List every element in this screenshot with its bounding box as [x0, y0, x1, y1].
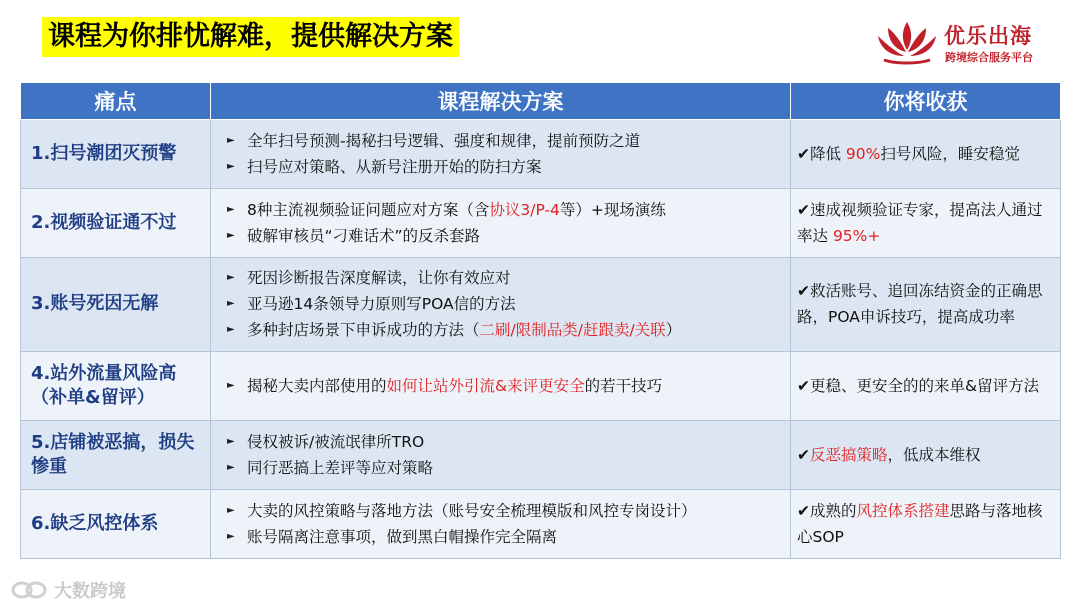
solution-text: 揭秘大卖内部使用的: [247, 376, 387, 395]
solution-item: [225, 429, 784, 455]
solution-list: [225, 197, 784, 249]
gain-text: ✔救活账号、追回冻结资金的正确思路，POA申诉技巧，提高成功率: [797, 282, 1043, 327]
triangle-bullet-icon: ►: [227, 324, 235, 336]
table-row: [21, 489, 1061, 558]
solution-list: [225, 265, 784, 343]
solution-text: 等）+现场演练: [559, 201, 666, 220]
table-row: [21, 120, 1061, 189]
solution-text: 同行恶搞上差评等应对策略: [247, 458, 434, 477]
gain-text: ✔速成视频验证专家，提高法人通过率达: [797, 201, 1043, 246]
gain-cell: [791, 351, 1061, 420]
highlight-text: 如何让站外引流&来评更安全: [386, 376, 585, 395]
pain-point-cell: 3.账号死因无解: [21, 258, 211, 351]
pain-point-cell: 6.缺乏风控体系: [21, 489, 211, 558]
solution-item: [225, 128, 784, 154]
highlight-text: 95%+: [832, 227, 881, 246]
highlight-text: 协议3/P-4: [489, 201, 560, 220]
triangle-bullet-icon: ►: [227, 461, 235, 473]
gain-text: ✔降低: [797, 145, 846, 164]
solution-list: [225, 128, 784, 180]
logo-name: 优乐出海: [944, 24, 1032, 48]
triangle-bullet-icon: ►: [227, 230, 235, 242]
triangle-bullet-icon: ►: [227, 379, 235, 391]
triangle-bullet-icon: ►: [227, 298, 235, 310]
logo-subtitle: 跨境综合服务平台: [945, 51, 1033, 64]
triangle-bullet-icon: ►: [227, 530, 235, 542]
solution-text: 扫号应对策略、从新号注册开始的防扫方案: [247, 158, 542, 177]
gain-cell: [791, 420, 1061, 489]
solution-item: [225, 265, 784, 291]
watermark-text: 大数跨境: [54, 581, 126, 602]
gain-cell: [791, 189, 1061, 258]
solution-text: 的若干技巧: [584, 376, 663, 395]
solution-list: [225, 429, 784, 481]
table-row: [21, 351, 1061, 420]
gain-cell: [791, 489, 1061, 558]
solution-cell: [211, 120, 791, 189]
highlight-text: 90%: [845, 145, 881, 164]
gain-text: ✔: [797, 445, 810, 464]
solution-text: 死因诊断报告深度解读，让你有效应对: [247, 269, 511, 288]
gain-cell: [791, 120, 1061, 189]
solution-cell: [211, 351, 791, 420]
solution-item: [225, 154, 784, 180]
gain-cell: [791, 258, 1061, 351]
brand-logo: [876, 16, 1066, 72]
solution-item: [225, 317, 784, 343]
solution-text: 全年扫号预测-揭秘扫号逻辑、强度和规律，提前预防之道: [247, 132, 641, 151]
triangle-bullet-icon: ►: [227, 161, 235, 173]
solution-text: 亚马逊14条领导力原则写POA信的方法: [247, 295, 516, 314]
page-title: 课程为你排忧解难，提供解决方案: [42, 17, 459, 57]
header-gain: 你将收获: [791, 83, 1061, 120]
solution-item: [225, 373, 784, 399]
solution-item: [225, 223, 784, 249]
table-row: [21, 189, 1061, 258]
watermark: [10, 575, 150, 603]
highlight-text: 二刷/限制品类/赶跟卖/关联: [479, 321, 666, 340]
solution-text: ）: [665, 321, 682, 340]
pain-point-cell: 1.扫号潮团灭预警: [21, 120, 211, 189]
gain-text: 扫号风险，睡安稳觉: [880, 145, 1020, 164]
triangle-bullet-icon: ►: [227, 435, 235, 447]
solution-item: [225, 455, 784, 481]
solutions-table: [20, 82, 1061, 559]
solution-text: 账号隔离注意事项，做到黑白帽操作完全隔离: [247, 527, 558, 546]
table-row: [21, 420, 1061, 489]
solution-list: [225, 373, 784, 399]
solution-text: 破解审核员“刁难话术”的反杀套路: [247, 227, 481, 246]
solution-text: 8种主流视频验证问题应对方案（含: [247, 201, 490, 220]
pain-point-cell: 2.视频验证通不过: [21, 189, 211, 258]
triangle-bullet-icon: ►: [227, 204, 235, 216]
solution-item: [225, 498, 784, 524]
pain-point-cell: 5.店铺被恶搞，损失惨重: [21, 420, 211, 489]
header-pain: 痛点: [21, 83, 211, 120]
gain-text: ✔更稳、更安全的的来单&留评方法: [797, 376, 1040, 395]
solution-item: [225, 524, 784, 550]
solution-cell: [211, 489, 791, 558]
solution-item: [225, 291, 784, 317]
solution-item: [225, 197, 784, 223]
triangle-bullet-icon: ►: [227, 272, 235, 284]
gain-text: 思路与落地核心SOP: [797, 501, 1043, 546]
gain-text: ，低成本维权: [887, 445, 981, 464]
triangle-bullet-icon: ►: [227, 504, 235, 516]
link-icon: [10, 577, 50, 603]
solution-list: [225, 498, 784, 550]
solution-text: 大卖的风控策略与落地方法（账号安全梳理模版和风控专岗设计）: [247, 501, 697, 520]
solution-cell: [211, 258, 791, 351]
highlight-text: 反恶搞策略: [810, 445, 888, 464]
solution-text: 侵权被诉/被流氓律所TRO: [247, 432, 425, 451]
triangle-bullet-icon: ►: [227, 135, 235, 147]
pain-point-cell: 4.站外流量风险高（补单&留评）: [21, 351, 211, 420]
header-solution: 课程解决方案: [211, 83, 791, 120]
table-row: [21, 258, 1061, 351]
table-header-row: [21, 83, 1061, 120]
gain-text: ✔成熟的: [797, 501, 857, 520]
solution-cell: [211, 189, 791, 258]
solution-text: 多种封店场景下申诉成功的方法（: [247, 321, 480, 340]
lotus-logo-icon: [876, 16, 938, 66]
highlight-text: 风控体系搭建: [856, 501, 950, 520]
solution-cell: [211, 420, 791, 489]
